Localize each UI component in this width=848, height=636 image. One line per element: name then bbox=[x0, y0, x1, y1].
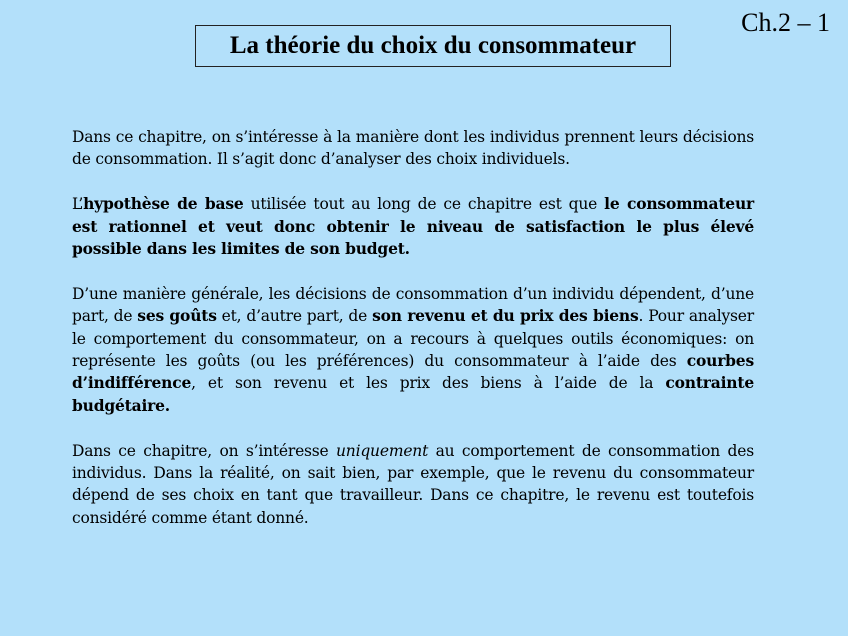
slide-number: Ch.2 – 1 bbox=[741, 8, 830, 37]
paragraph-scope bbox=[72, 440, 754, 530]
slide-title: La théorie du choix du consommateur bbox=[195, 25, 671, 67]
paragraph-text: L’ bbox=[72, 195, 84, 214]
paragraph-intro bbox=[72, 126, 754, 171]
paragraph-text: Dans ce chapitre, on s’intéresse à la manière dont les individus prennent leurs décisions de consommation. Il s’agit donc d’analyser des choix individuels. bbox=[72, 128, 754, 169]
paragraph-text: . Pour analyser le comportement du consommateur, on a recours à quelques outils économiques: on représente les goûts (ou les préférences) du consommateur à l’aide des bbox=[72, 307, 754, 371]
italic-term: uniquement bbox=[336, 441, 429, 460]
paragraph-text: , et son revenu et les prix des biens à l’aide de la bbox=[191, 374, 666, 393]
paragraph-text: et, d’autre part, de bbox=[216, 307, 373, 326]
bold-term: contrainte budgétaire. bbox=[72, 373, 754, 415]
bold-term: ses goûts bbox=[137, 306, 217, 326]
slide-body bbox=[72, 126, 754, 552]
bold-term: courbes d’indifférence bbox=[72, 351, 754, 393]
bold-statement: le consommateur est rationnel et veut donc obtenir le niveau de satisfaction le plus élevé possible dans les limites de son budget. bbox=[72, 194, 754, 259]
paragraph-text: D’une manière générale, les décisions de consommation d’un individu dépendent, d’une part, de bbox=[72, 284, 754, 326]
paragraph-determinants bbox=[72, 283, 754, 417]
paragraph-text: Dans ce chapitre, on s’intéresse bbox=[72, 441, 337, 460]
bold-term: hypothèse de base bbox=[83, 194, 244, 214]
paragraph-text: au comportement de consommation des individus. Dans la réalité, on sait bien, par exemple, que le revenu du consommateur dépend de ses choix en tant que travailleur. Dans ce chapitre, le revenu est toutefois considéré comme étant donné. bbox=[72, 441, 754, 527]
paragraph-text: utilisée tout au long de ce chapitre est que bbox=[243, 195, 605, 214]
paragraph-hypothesis bbox=[72, 193, 754, 260]
bold-term: son revenu et du prix des biens bbox=[372, 306, 639, 326]
